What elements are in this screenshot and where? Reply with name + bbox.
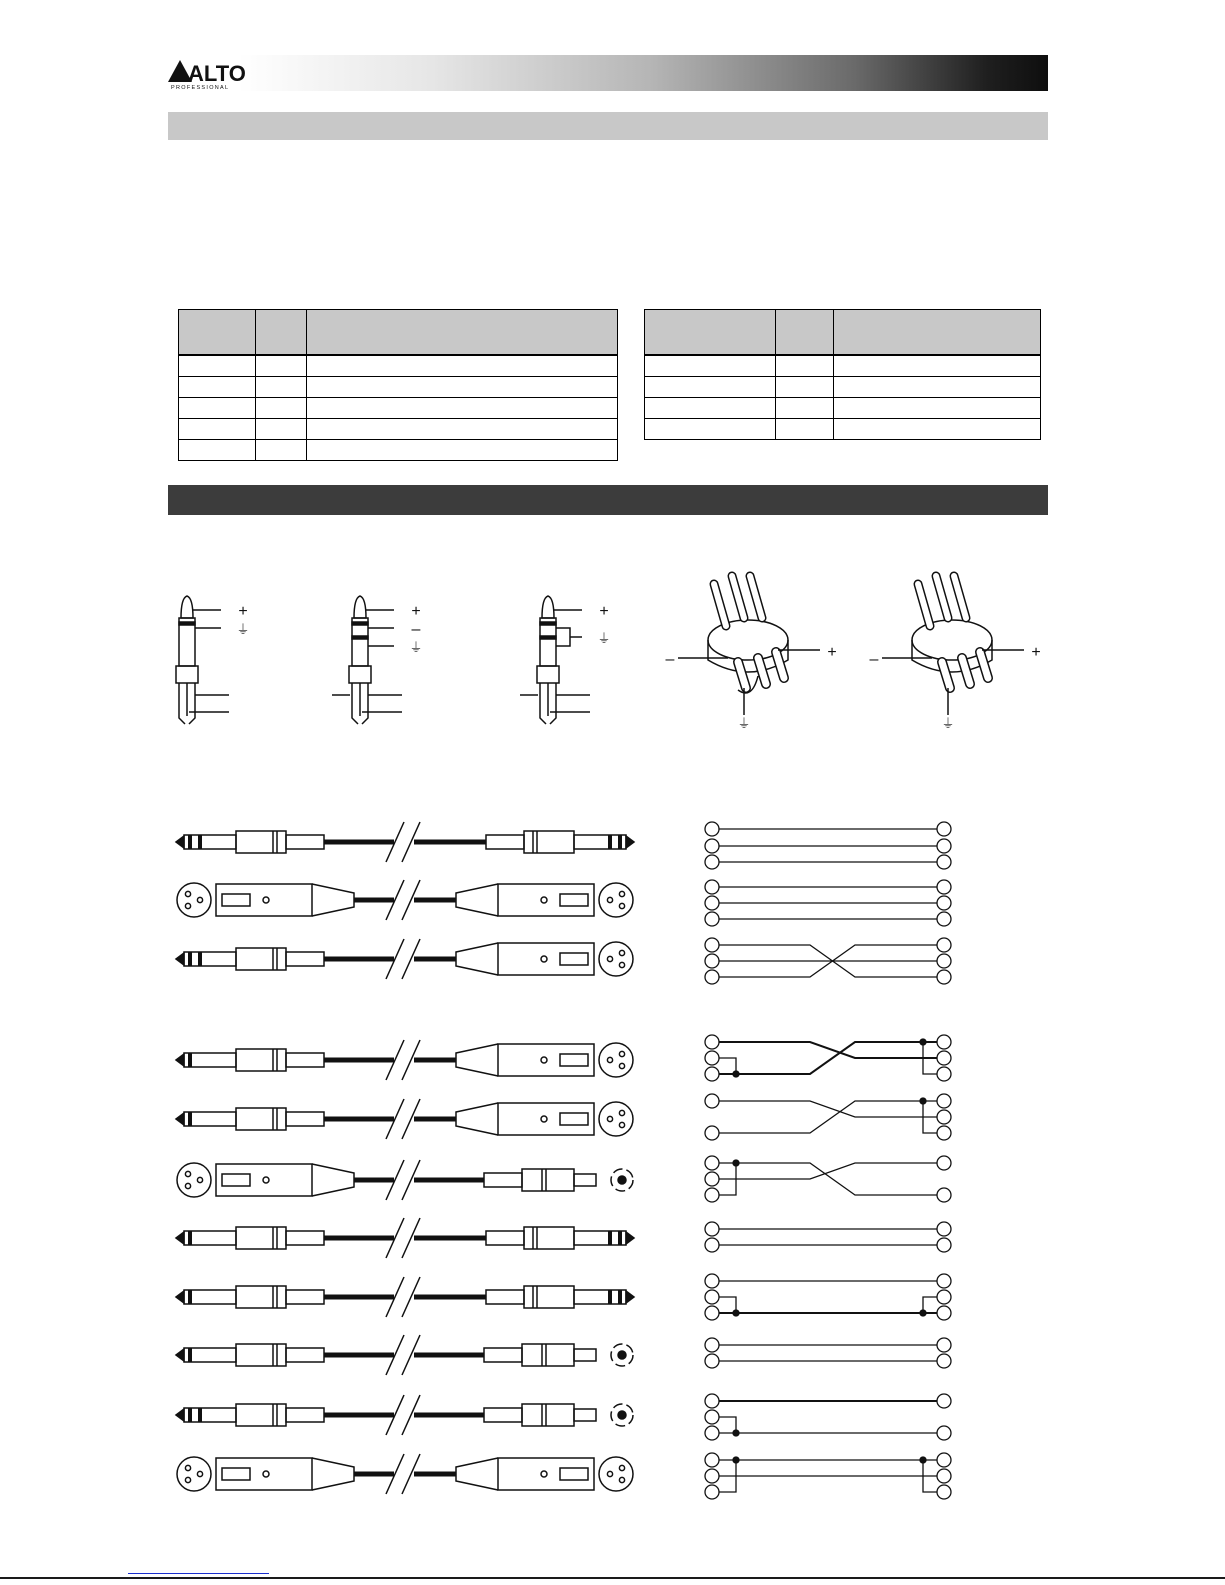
jack-handle: [236, 1227, 286, 1249]
xlr-body: [216, 1458, 312, 1490]
pin-node: [937, 1394, 951, 1408]
xlr-pin: [619, 891, 624, 896]
jack-tip: [626, 1291, 634, 1303]
junction-dot: [733, 1160, 739, 1166]
pin-node: [937, 855, 951, 869]
xlr-latch: [222, 1174, 250, 1186]
xlr-pin-front-fill: [942, 662, 950, 688]
xlr-latch: [560, 1468, 588, 1480]
pin-node: [705, 1126, 719, 1140]
xlr-pin: [185, 1465, 190, 1470]
pin-node: [705, 1290, 719, 1304]
xlr-pin: [619, 903, 624, 908]
jack-boot: [286, 1112, 324, 1126]
svg-text:PROFESSIONAL: PROFESSIONAL: [171, 85, 230, 90]
schematic-ts-xlr-bridged: [705, 1035, 951, 1081]
xlr-taper: [312, 884, 354, 916]
pin-node: [937, 1485, 951, 1499]
wire: [712, 1163, 944, 1179]
schematic-straight-3: [705, 822, 951, 869]
jack-handle: [236, 1404, 286, 1426]
jack-boot: [286, 952, 324, 966]
jack-boot: [486, 835, 524, 849]
rca-shaft: [574, 1349, 596, 1361]
plug-tip: [181, 596, 193, 618]
plus-label: +: [599, 603, 609, 620]
xlr-pin: [619, 1110, 624, 1115]
xlr-body: [216, 1164, 312, 1196]
jack-tip: [176, 1232, 184, 1244]
cable-ts-to-rca: [176, 1335, 633, 1375]
trs2-plug-figure: [520, 596, 611, 724]
xlr-pin: [607, 1116, 612, 1121]
pin-node: [705, 1172, 719, 1186]
pin-node: [705, 1354, 719, 1368]
xlr-pin: [619, 1051, 624, 1056]
xlr-pin: [619, 1465, 624, 1470]
pin-node: [705, 1469, 719, 1483]
ground-label: ⏚: [737, 716, 751, 731]
xlr-latch: [560, 1113, 588, 1125]
plug-ring-band: [352, 622, 368, 625]
pin-node: [937, 1290, 951, 1304]
cable-ts-to-trs: [176, 1277, 634, 1317]
pin-node: [705, 822, 719, 836]
xlr-pin-front-fill: [758, 658, 766, 684]
xlr-pin: [197, 1471, 202, 1476]
junction-dot: [733, 1430, 739, 1436]
plug-ring-band: [540, 636, 556, 639]
schematic-ts-trs-straight: [705, 1222, 951, 1252]
pin-node: [705, 1485, 719, 1499]
xlr-pin: [607, 1471, 612, 1476]
cable-xlr-to-xlr: [177, 880, 633, 920]
plug-collar: [349, 666, 371, 683]
xlr-pin: [619, 962, 624, 967]
svg-text:ALTO: ALTO: [188, 61, 246, 86]
jack-handle: [524, 1286, 574, 1308]
pin-node: [705, 1067, 719, 1081]
jack-tip: [176, 1291, 184, 1303]
pin-node: [705, 1222, 719, 1236]
pin-node: [937, 896, 951, 910]
rca-pin: [618, 1411, 626, 1419]
xlr-pin-front-fill: [980, 652, 988, 678]
pin-node: [705, 1035, 719, 1049]
jack-boot: [486, 1290, 524, 1304]
junction-dot: [920, 1457, 926, 1463]
xlr-pin: [185, 1171, 190, 1176]
rca-pin: [618, 1351, 626, 1359]
rca-pin: [618, 1176, 626, 1184]
pin-node: [705, 970, 719, 984]
jack-handle: [236, 831, 286, 853]
jack-boot: [486, 1231, 524, 1245]
pin-node: [937, 1453, 951, 1467]
cable-ts-to-trs: [176, 1218, 634, 1258]
pin-node: [937, 1035, 951, 1049]
cable-rows: [176, 822, 634, 1494]
pin-node: [937, 1426, 951, 1440]
plug-lugs: [352, 683, 368, 724]
plus-label: +: [827, 644, 837, 661]
ground-label: ⏚: [236, 622, 250, 637]
pin-node: [705, 1156, 719, 1170]
cable-trs-to-rca: [176, 1395, 633, 1435]
wire: [712, 1042, 944, 1058]
plug-lugs: [540, 683, 556, 724]
pin-node: [937, 1126, 951, 1140]
pin-node: [937, 1110, 951, 1124]
xlr-taper: [456, 1044, 498, 1076]
xlr-screw: [263, 1177, 269, 1183]
leader-bridge: [556, 628, 582, 646]
jack-boot: [286, 1348, 324, 1362]
jack-handle: [236, 1286, 286, 1308]
xlr-taper: [312, 1458, 354, 1490]
pin-node: [937, 1094, 951, 1108]
jack-tip: [176, 1113, 184, 1125]
schematic-xlr-xlr-bridged: [705, 1453, 951, 1499]
jack-tip: [626, 836, 634, 848]
pin-node: [705, 938, 719, 952]
xlr-pin: [185, 903, 190, 908]
xlr-pin: [607, 897, 612, 902]
xlr-taper: [456, 943, 498, 975]
ground-label: ⏚: [597, 631, 611, 646]
minus-label: –: [869, 651, 879, 668]
xlr-latch: [222, 1468, 250, 1480]
xlr-body: [498, 943, 594, 975]
xlr-pin: [619, 950, 624, 955]
xlr-pin: [197, 1177, 202, 1182]
xlr-pin: [619, 1477, 624, 1482]
xlr-pin-front-fill: [738, 662, 746, 688]
schematic-trs-rca: [705, 1394, 951, 1440]
rca-shaft: [574, 1409, 596, 1421]
pin-node: [705, 880, 719, 894]
minus-label: –: [411, 621, 421, 638]
xlr-face: [599, 1457, 633, 1491]
pin-node: [705, 896, 719, 910]
ground-label: ⏚: [941, 716, 955, 731]
xlr-screw: [541, 1057, 547, 1063]
xlr-taper: [456, 884, 498, 916]
cable-ts-to-xlr: [176, 1099, 633, 1139]
cable-xlr-to-rca: [177, 1160, 633, 1200]
ground-label: ⏚: [409, 640, 423, 655]
xlr-face: [599, 942, 633, 976]
plus-label: +: [1031, 644, 1041, 661]
cable-trs-to-trs: [176, 822, 634, 862]
pin-node: [937, 1306, 951, 1320]
pin-node: [937, 1238, 951, 1252]
rca-handle: [522, 1404, 574, 1426]
jack-handle: [236, 1049, 286, 1071]
rca-handle: [522, 1169, 574, 1191]
xlr-screw: [541, 956, 547, 962]
pin-node: [705, 1410, 719, 1424]
plug-lugs: [179, 683, 195, 724]
pin-node: [937, 912, 951, 926]
junction-dot: [733, 1310, 739, 1316]
xlr-pin: [185, 1183, 190, 1188]
xlr-body: [498, 1458, 594, 1490]
pin-node: [705, 1306, 719, 1320]
pin-node: [937, 1469, 951, 1483]
xlr-face: [177, 1457, 211, 1491]
xlr-taper: [312, 1164, 354, 1196]
xlr-latch: [222, 894, 250, 906]
pin-node: [705, 912, 719, 926]
trs-plug-figure: [332, 596, 423, 724]
pin-node: [705, 1394, 719, 1408]
plus-label: +: [238, 603, 248, 620]
wire: [712, 1101, 944, 1117]
footer-link-underline: [128, 1572, 269, 1574]
xlr-pin: [185, 891, 190, 896]
junction-dot: [733, 1071, 739, 1077]
junction-dot: [733, 1457, 739, 1463]
xlr-body: [498, 884, 594, 916]
rca-handle: [522, 1344, 574, 1366]
xlr-face: [599, 1102, 633, 1136]
xlr-taper: [456, 1458, 498, 1490]
xlr-pin-front-fill: [776, 652, 784, 678]
pin-node: [705, 1188, 719, 1202]
rca-shaft: [574, 1174, 596, 1186]
pin-node: [705, 839, 719, 853]
jack-tip: [626, 1232, 634, 1244]
wiring-schematics: [705, 822, 951, 1499]
schematic-ts-trs-bridged: [705, 1274, 951, 1320]
pin-node: [937, 1156, 951, 1170]
jack-tip: [176, 1409, 184, 1421]
jack-boot: [286, 835, 324, 849]
jack-tip: [176, 836, 184, 848]
pin-node: [937, 1188, 951, 1202]
rca-boot: [484, 1348, 522, 1362]
xlr-pin: [197, 897, 202, 902]
jack-handle: [236, 1344, 286, 1366]
jack-tip: [176, 1349, 184, 1361]
xlr-face: [599, 883, 633, 917]
xlr-pin: [185, 1477, 190, 1482]
pin-node: [705, 1238, 719, 1252]
plug-ring-band: [352, 636, 368, 639]
pin-node: [937, 1222, 951, 1236]
junction-dot: [920, 1039, 926, 1045]
pin-node: [705, 1453, 719, 1467]
pin-node: [705, 1426, 719, 1440]
xlr-taper: [456, 1103, 498, 1135]
jack-boot: [286, 1053, 324, 1067]
pin-node: [937, 880, 951, 894]
xlr-pin: [607, 1057, 612, 1062]
jack-handle: [524, 1227, 574, 1249]
pin-node: [937, 1274, 951, 1288]
jack-tip: [176, 953, 184, 965]
pin-node: [937, 1051, 951, 1065]
minus-label: –: [665, 651, 675, 668]
xlr-latch: [560, 894, 588, 906]
pin-node: [937, 1338, 951, 1352]
plug-ring-band: [540, 622, 556, 625]
junction-dot: [920, 1310, 926, 1316]
plus-label: +: [411, 603, 421, 620]
xlr-body: [498, 1044, 594, 1076]
jack-handle: [236, 948, 286, 970]
xlr-pin: [619, 1063, 624, 1068]
rca-boot: [484, 1173, 522, 1187]
rca-boot: [484, 1408, 522, 1422]
jack-boot: [286, 1408, 324, 1422]
xlr-pin: [607, 956, 612, 961]
pin-node: [937, 1067, 951, 1081]
schematic-straight-3: [705, 880, 951, 926]
cable-ts-to-xlr: [176, 1040, 633, 1080]
xlr-pin-front-fill: [962, 658, 970, 684]
plug-tip: [354, 596, 366, 618]
cable-trs-to-xlr: [176, 939, 633, 979]
ts-plug-figure: [176, 596, 250, 724]
xlr-pin: [619, 1122, 624, 1127]
schematic-xlr-rca: [705, 1156, 951, 1202]
jack-handle: [236, 1108, 286, 1130]
xlr-screw: [263, 1471, 269, 1477]
xlr-screw: [541, 1116, 547, 1122]
xlr-face: [599, 1043, 633, 1077]
xlr-face: [177, 1163, 211, 1197]
plug-ring-band: [179, 622, 195, 625]
jack-tip: [176, 1054, 184, 1066]
xlr-screw: [541, 897, 547, 903]
footer-rule: [0, 1577, 1225, 1579]
xlr-female-figure: [666, 576, 837, 731]
xlr-male-figure: [870, 576, 1041, 731]
plug-collar: [176, 666, 198, 683]
pin-node: [705, 1338, 719, 1352]
schematic-ts-rca: [705, 1338, 951, 1368]
xlr-screw: [541, 1471, 547, 1477]
plug-collar: [537, 666, 559, 683]
xlr-latch: [560, 1054, 588, 1066]
xlr-body: [216, 884, 312, 916]
pin-node: [705, 1051, 719, 1065]
jack-handle: [524, 831, 574, 853]
pin-node: [705, 1094, 719, 1108]
pin-node: [937, 822, 951, 836]
xlr-latch: [560, 953, 588, 965]
schematic-crossover: [705, 938, 951, 984]
xlr-screw: [263, 897, 269, 903]
pin-node: [937, 954, 951, 968]
cable-xlr-to-xlr: [177, 1454, 633, 1494]
plug-tip: [542, 596, 554, 618]
pin-node: [937, 938, 951, 952]
xlr-face: [177, 883, 211, 917]
schematic-ts-xlr: [705, 1094, 951, 1140]
pin-node: [937, 839, 951, 853]
pin-node: [705, 1274, 719, 1288]
junction-dot: [920, 1098, 926, 1104]
pin-node: [937, 970, 951, 984]
connector-figures: [176, 576, 1041, 731]
pin-node: [937, 1354, 951, 1368]
pin-node: [705, 954, 719, 968]
pin-node: [705, 855, 719, 869]
jack-boot: [286, 1290, 324, 1304]
jack-boot: [286, 1231, 324, 1245]
xlr-body: [498, 1103, 594, 1135]
